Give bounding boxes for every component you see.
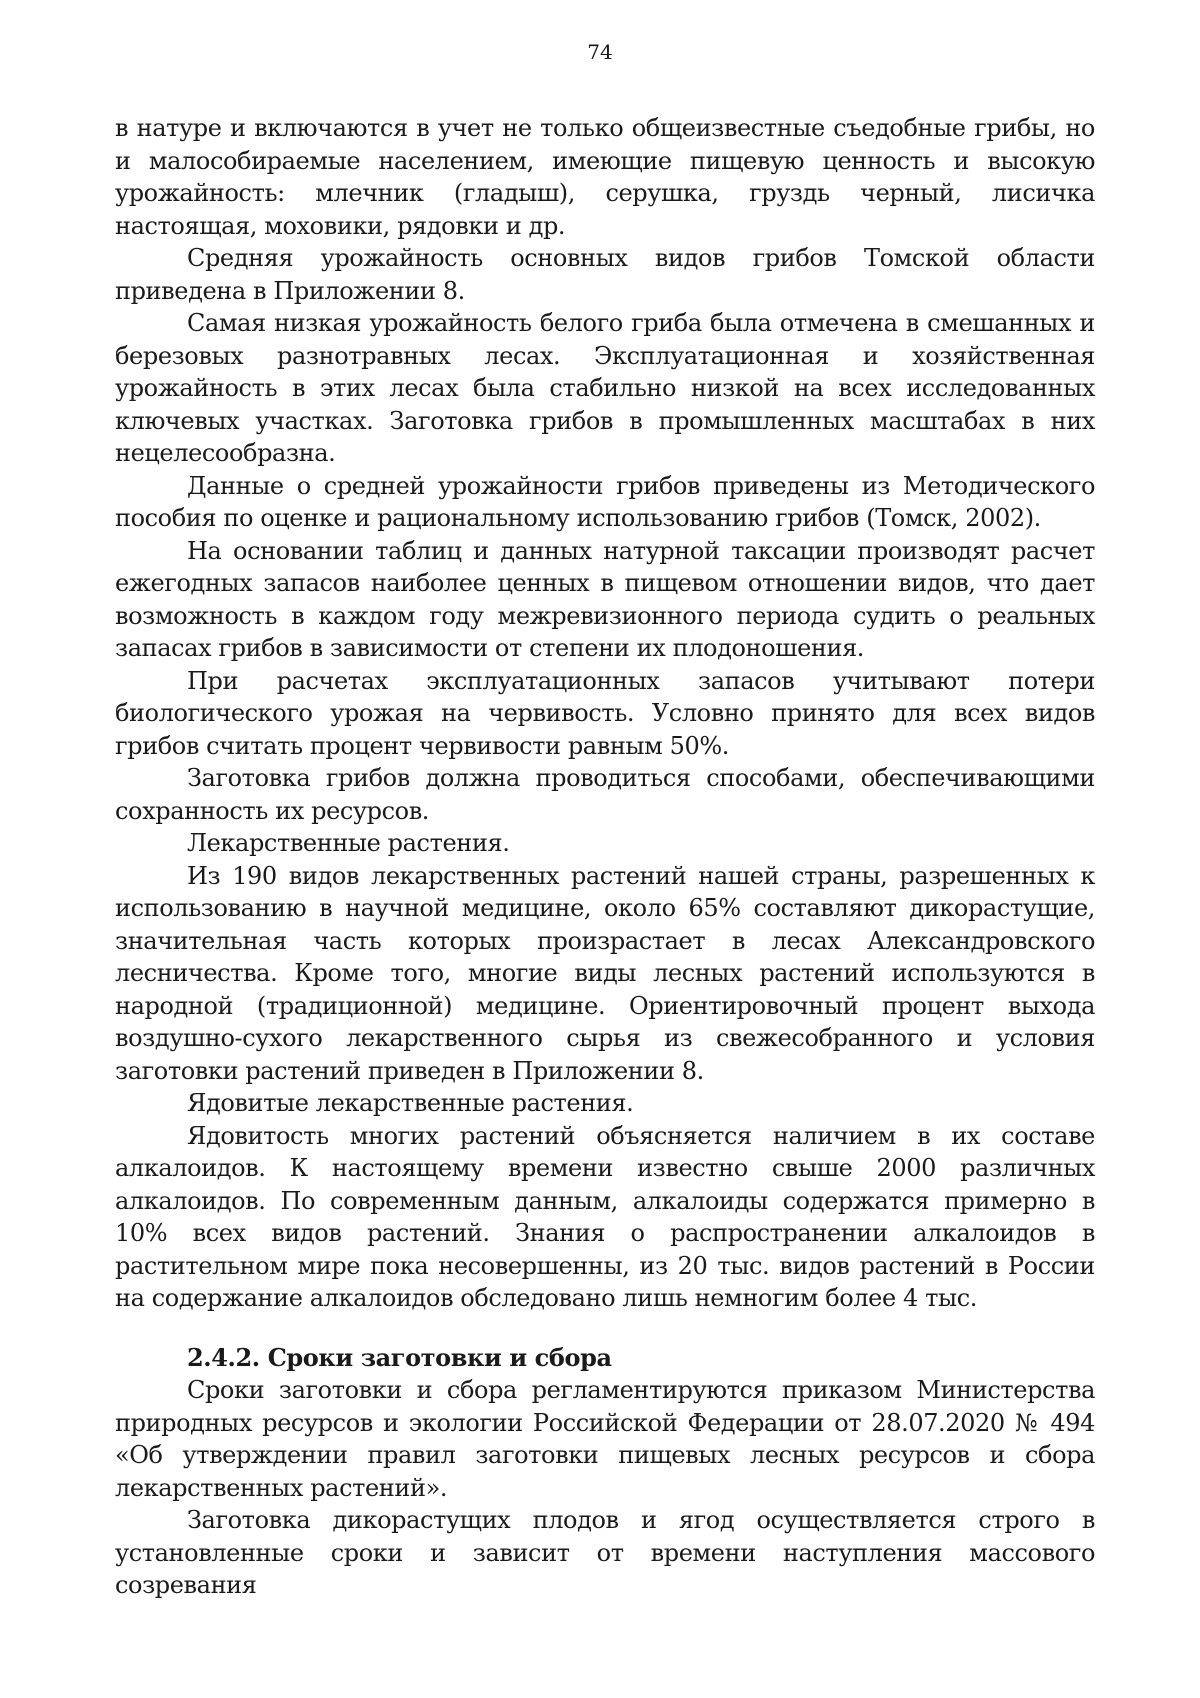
paragraph: Средняя урожайность основных видов грибов Томской области приведена в Приложении 8. — [115, 244, 1095, 305]
page-body — [115, 112, 1095, 1602]
page-number: 74 — [587, 40, 613, 64]
paragraph-continuation: в натуре и включаются в учет не только общеизвестные съедобные грибы, но и малособираемые населением, имеющие пищевую ценность и высокую урожайность: млечник (гладыш), серушка, груздь черный, лисичка настоящая, моховики, рядовки и др. — [115, 114, 1095, 240]
section-heading: 2.4.2. Сроки заготовки и сбора — [187, 1342, 612, 1372]
paragraph: Сроки заготовки и сбора регламентируются приказом Министерства природных ресурсов и экологии Российской Федерации от 28.07.2020 № 494 «Об утверждении правил заготовки пищевых лесных ресурсов и сбора лекарственных растений». — [115, 1376, 1095, 1502]
paragraph: Из 190 видов лекарственных растений нашей страны, разрешенных к использованию в научной медицине, около 65% составляют дикорастущие, значительная часть которых произрастает в лесах Александровского лесничества. Кроме того, многие виды лесных растений используются в народной (традиционной) медицине. Ориентировочный процент выхода воздушно-сухого лекарственного сырья из свежесобранного и условия заготовки растений приведен в Приложении 8. — [115, 861, 1095, 1085]
subsection-label-poisonous-plants: Ядовитые лекарственные растения. — [187, 1089, 634, 1117]
paragraph: Заготовка грибов должна проводиться способами, обеспечивающими сохранность их ресурсов. — [115, 764, 1095, 825]
paragraph: Данные о средней урожайности грибов приведены из Методического пособия по оценке и рациональному использованию грибов (Томск, 2002). — [115, 471, 1095, 532]
paragraph: Заготовка дикорастущих плодов и ягод осуществляется строго в установленные сроки и зависит от времени наступления массового созревания — [115, 1506, 1095, 1599]
paragraph: На основании таблиц и данных натурной таксации производят расчет ежегодных запасов наиболее ценных в пищевом отношении видов, что дает возможность в каждом году межревизионного периода судить о реальных запасах грибов в зависимости от степени их плодоношения. — [115, 536, 1095, 662]
paragraph: При расчетах эксплуатационных запасов учитывают потери биологического урожая на червивость. Условно принято для всех видов грибов считать процент червивости равным 50%. — [115, 666, 1095, 760]
paragraph: Самая низкая урожайность белого гриба была отмечена в смешанных и березовых разнотравных лесах. Эксплуатационная и хозяйственная урожайность в этих лесах была стабильно низкой на всех исследованных ключевых участках. Заготовка грибов в промышленных масштабах в них нецелесообразна. — [115, 309, 1095, 467]
subsection-label-medicinal-plants: Лекарственные растения. — [187, 829, 510, 857]
paragraph: Ядовитость многих растений объясняется наличием в их составе алкалоидов. К настоящему времени известно свыше 2000 различных алкалоидов. По современным данным, алкалоиды содержатся примерно в 10% всех видов растений. Знания о распространении алкалоидов в растительном мире пока несовершенны, из 20 тыс. видов растений в России на содержание алкалоидов обследовано лишь немногим более 4 тыс. — [115, 1121, 1095, 1312]
